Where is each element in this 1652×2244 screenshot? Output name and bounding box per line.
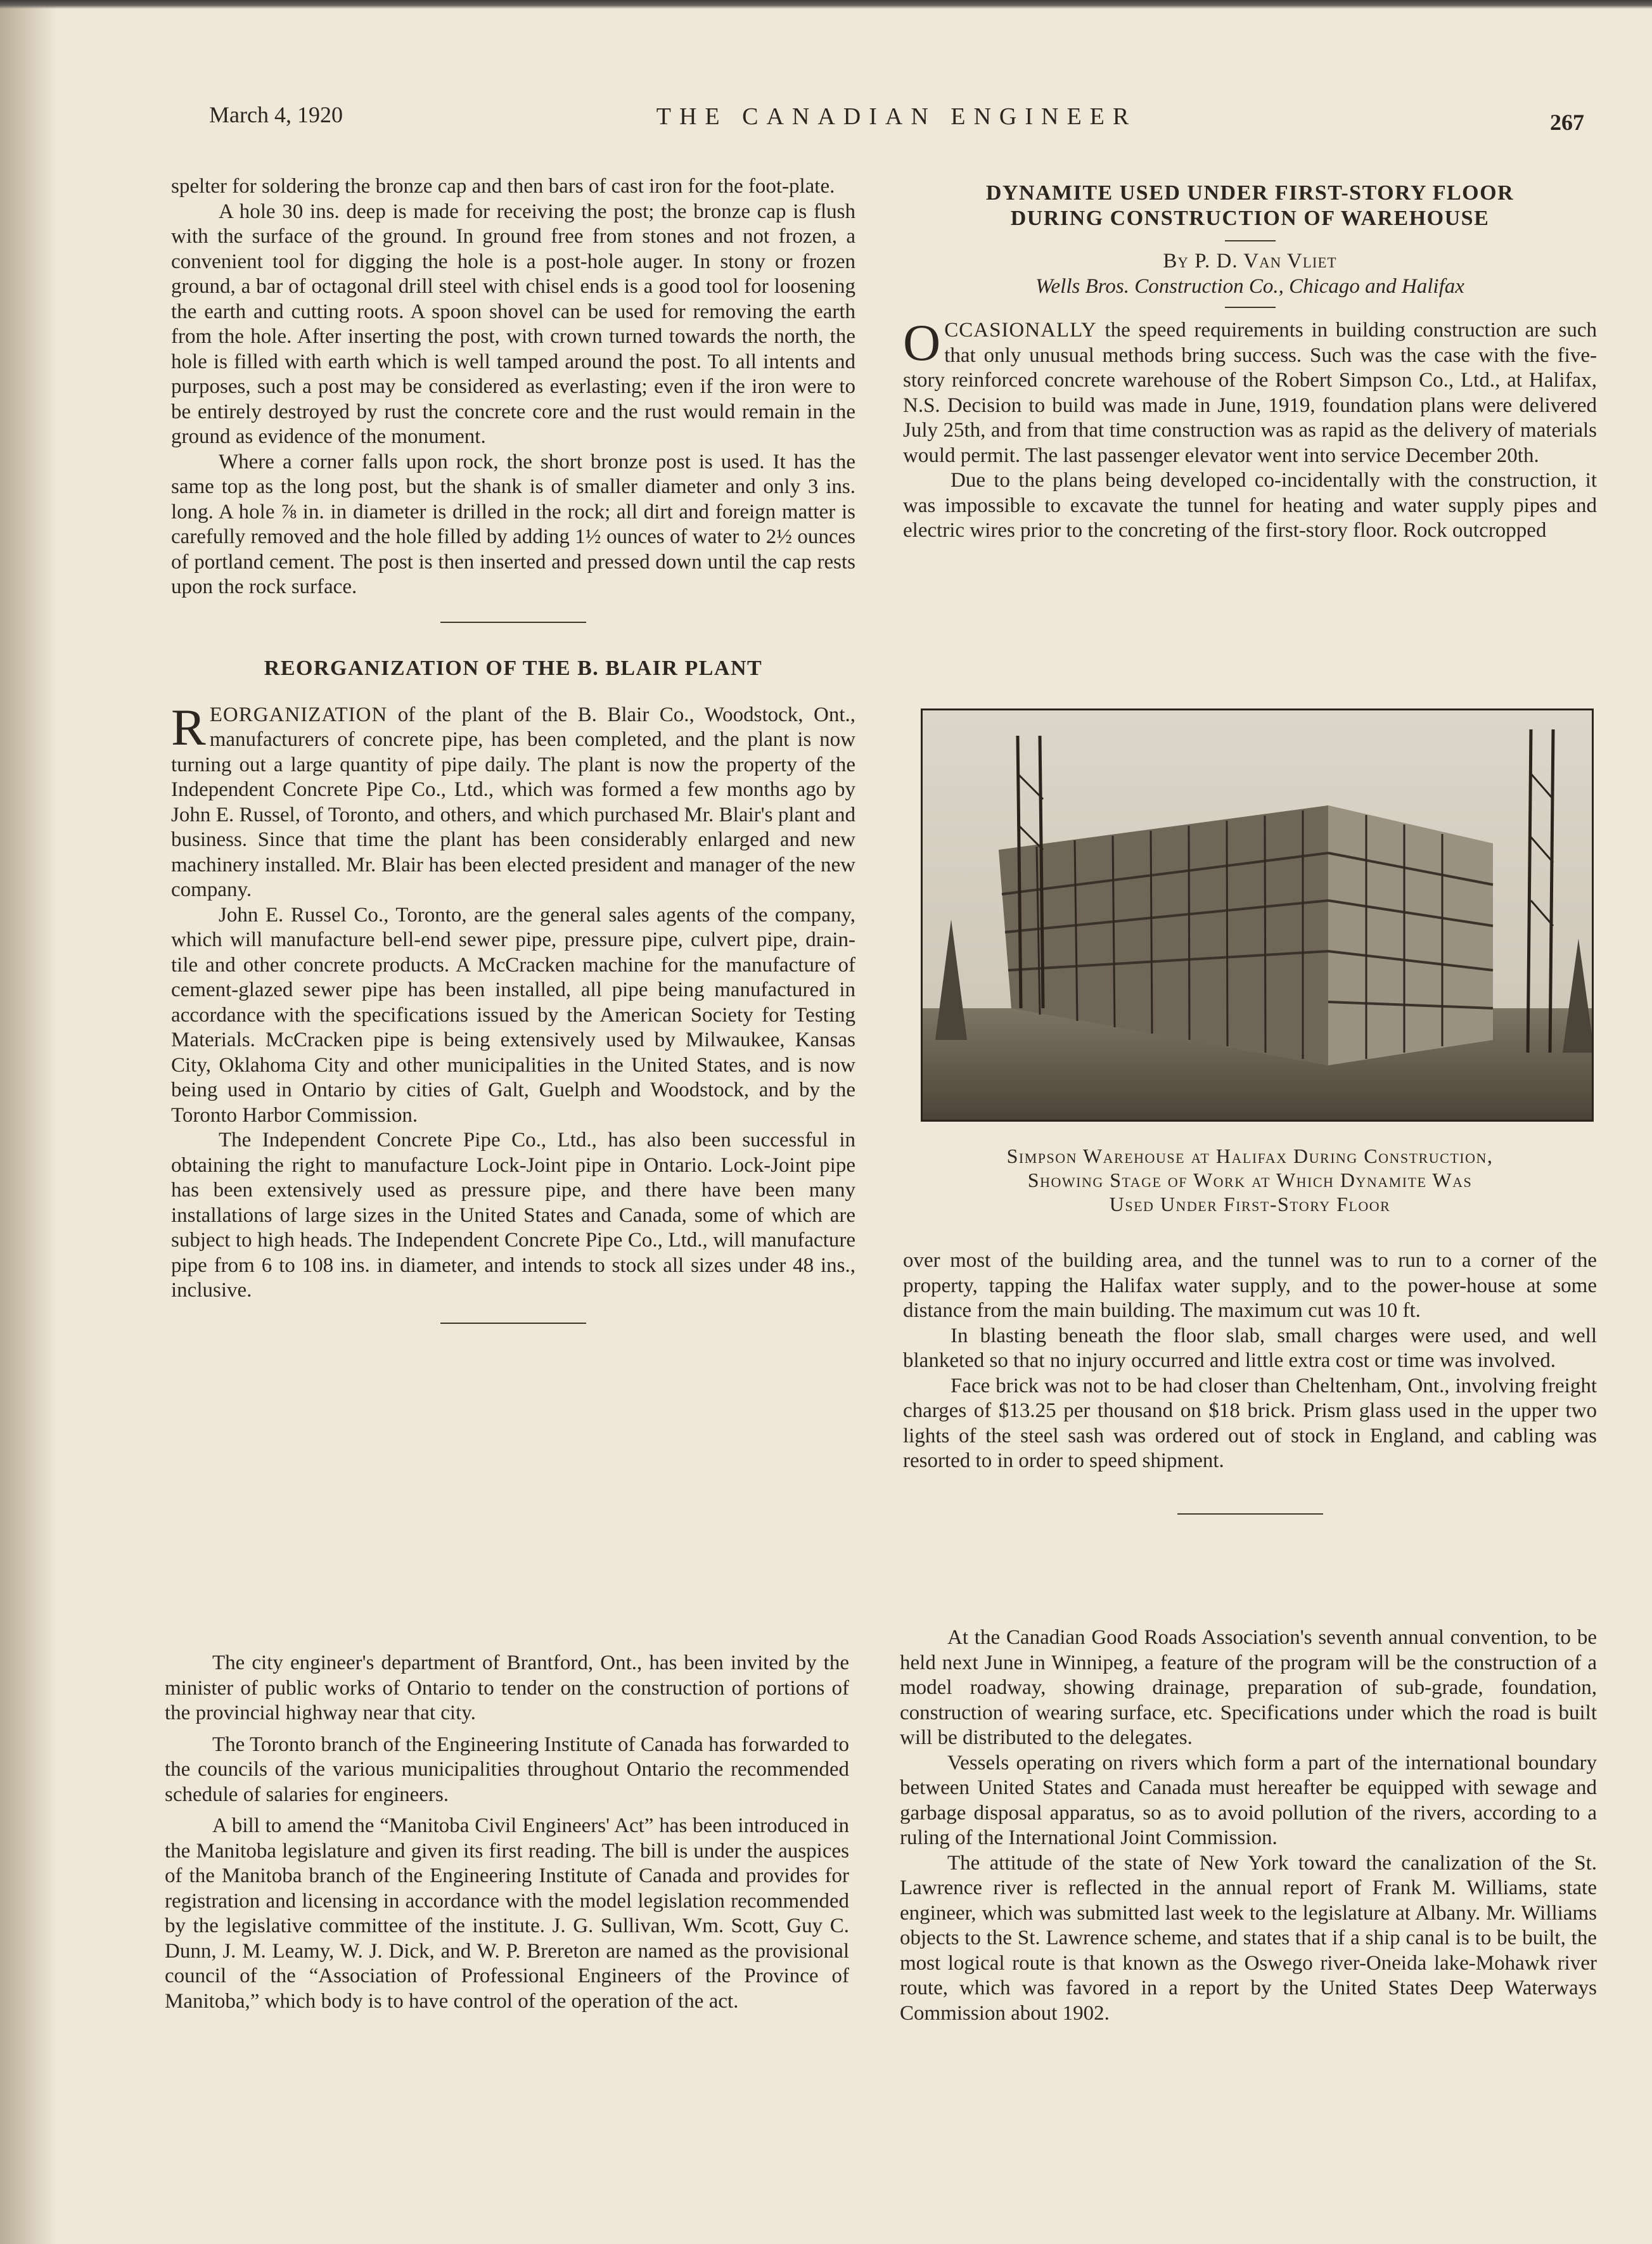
paragraph-text: of the plant of the B. Blair Co., Woodstock, Ont., manufacturers of concrete pipe, has been completed, and the plant is now turning out a large quantity of pipe daily. The plant is now the property of the Independent Concrete Pipe Co., Ltd., which was formed a few months ago by John E. Russel, of Toronto, and others, and which purchased Mr. Blair's plant and business. Since that time the plant has been considerably enlarged and new machinery installed. Mr. Blair has been elected president and manager of the new company. bbox=[171, 703, 855, 901]
photo-illustration bbox=[923, 710, 1594, 1122]
right-column-news bbox=[900, 1625, 1597, 2026]
issue-date: March 4, 1920 bbox=[209, 102, 343, 127]
left-column-news bbox=[165, 1651, 849, 2014]
page-number: 267 bbox=[1550, 110, 1584, 135]
right-column-top bbox=[903, 181, 1597, 544]
lead-word: CCASIONALLY bbox=[944, 319, 1097, 342]
page-header bbox=[209, 101, 1584, 146]
dynamite-paragraph: Due to the plans being developed co-incidentally with the construction, it was impossible to excavate the tunnel for heating and water supply pipes and electric wires prior to the concreting of the first-story floor. Rock outcropped bbox=[903, 469, 1597, 542]
news-paragraph: The city engineer's department of Brantford, Ont., has been invited by the minister of public works of Ontario to tender on the construction of portions of the provincial highway near that city. bbox=[165, 1651, 849, 1724]
continued-paragraph: Where a corner falls upon rock, the short bronze post is used. It has the same top as the long post, but the shank is of smaller diameter and only 3 ins. long. A hole ⅞ in. in diameter is drilled in the rock; all dirt and foreign matter is carefully removed and the hole filled by adding 1½ ounces of water to 2½ ounces of portland cement. The post is then inserted and pressed down until the cap rests upon the rock surface. bbox=[171, 450, 855, 598]
section-divider bbox=[1177, 1513, 1323, 1515]
right-column-continued bbox=[903, 1248, 1597, 1515]
section-divider bbox=[440, 1323, 586, 1324]
blair-article-title: REORGANIZATION OF THE B. BLAIR PLANT bbox=[264, 656, 763, 680]
news-paragraph: The attitude of the state of New York toward the canalization of the St. Lawrence river is reflected in the annual report of Frank M. Williams, state engineer, which was submitted last week to the legislature at Albany. Mr. Williams objects to the St. Lawrence scheme, and states that if a ship canal is to be built, the most logical route is that known as the Oswego river-Oneida lake-Mohawk river route, which was favored in a report by the United States Deep Waterways Commission about 1902. bbox=[900, 1851, 1597, 2025]
drop-cap: R bbox=[171, 698, 206, 756]
lead-word: EORGANIZATION bbox=[209, 703, 388, 726]
page-top-edge bbox=[0, 0, 1652, 9]
section-divider bbox=[440, 622, 586, 623]
paragraph-text: the speed requirements in building construction are such that only unusual methods bring success. Such was the case with the five-story reinforced concrete warehouse of the Robert Simpson Co., Ltd., at Halifax, N.S. Decision to build was made in June, 1919, foundation plans were delivered July 25th, and from that time construction was as rapid as the delivery of materials would permit. The last passenger elevator went into service December 20th. bbox=[903, 319, 1597, 467]
dynamite-title-line1: DYNAMITE USED UNDER FIRST-STORY FLOOR bbox=[985, 181, 1514, 205]
news-paragraph: The Toronto branch of the Engineering Institute of Canada has forwarded to the councils of the various municipalities throughout Ontario the recommended schedule of salaries for engineers. bbox=[165, 1733, 849, 1806]
news-paragraph: A bill to amend the “Manitoba Civil Engineers' Act” has been introduced in the Manitoba legislature and given its first reading. The bill is under the auspices of the Manitoba branch of the Engineering Institute of Canada and provides for registration and licensing in accordance with the model legislation recommended by the legislative committee of the institute. J. G. Sullivan, Wm. Scott, Guy C. Dunn, J. M. Leamy, W. J. Dick, and W. P. Brereton are named as the provisional council of the “Association of Professional Engineers of the Province of Manitoba,” which body is to have control of the operation of the act. bbox=[165, 1814, 849, 2013]
caption-line: Simpson Warehouse at Halifax During Construction, bbox=[1006, 1144, 1494, 1167]
photo-caption bbox=[903, 1144, 1597, 1216]
dynamite-paragraph: Face brick was not to be had closer than Cheltenham, Ont., involving freight charges of $13.25 per thousand on $18 brick. Prism glass used in the upper two lights of the steel sash was ordered out of stock in England, and cabling was resorted to in order to speed shipment. bbox=[903, 1374, 1597, 1472]
caption-line: Showing Stage of Work at Which Dynamite Was bbox=[1027, 1169, 1473, 1191]
dynamite-paragraph: over most of the building area, and the tunnel was to run to a corner of the property, tapping the Halifax water supply, and to the power-house at some distance from the main building. The maximum cut was 10 ft. bbox=[903, 1249, 1597, 1322]
warehouse-construction-photo bbox=[921, 708, 1594, 1122]
journal-title: THE CANADIAN ENGINEER bbox=[656, 103, 1137, 130]
title-divider bbox=[1225, 240, 1276, 241]
dynamite-title-line2: DURING CONSTRUCTION OF WAREHOUSE bbox=[1010, 207, 1490, 230]
news-paragraph: Vessels operating on rivers which form a part of the international boundary between United States and Canada must hereafter be equipped with sewage and garbage disposal apparatus, so as to avoid pollution of the rivers, according to a ruling of the International Joint Commission. bbox=[900, 1751, 1597, 1849]
dynamite-paragraph: In blasting beneath the floor slab, small charges were used, and well blanketed so that no injury occurred and little extra cost or time was involved. bbox=[903, 1324, 1597, 1372]
left-column-top bbox=[171, 174, 855, 1324]
news-paragraph: At the Canadian Good Roads Association's seventh annual convention, to be held next June in Winnipeg, a feature of the program will be the construction of a model roadway, showing drainage, preparation of sub-grade, foundation, construction of wearing surface, etc. Specifications under which the road is built will be distributed to the delegates. bbox=[900, 1626, 1597, 1749]
byline-divider bbox=[1225, 307, 1276, 308]
caption-line: Used Under First-Story Floor bbox=[1109, 1193, 1391, 1215]
byline: By P. D. Van Vliet bbox=[1163, 250, 1337, 272]
blair-paragraph: The Independent Concrete Pipe Co., Ltd., has also been successful in obtaining the right to manufacture Lock-Joint pipe in Ontario. Lock-Joint pipe has been extensively used as pressure pipe, and there have been many installations of large sizes in the United States and Canada, some of which are subject to high heads. The Independent Concrete Pipe Co., Ltd., will manufacture pipe from 6 to 108 ins. in diameter, and intends to stock all sizes under 48 ins., inclusive. bbox=[171, 1129, 855, 1302]
drop-cap: O bbox=[903, 314, 941, 371]
page-binding-shadow bbox=[0, 0, 57, 2244]
blair-first-paragraph bbox=[171, 698, 855, 903]
continued-paragraph: A hole 30 ins. deep is made for receiving the post; the bronze cap is flush with the surface of the ground. In ground free from stones and not frozen, a convenient tool for digging the hole is a post-hole auger. In stony or frozen ground, a bar of octagonal drill steel with chisel ends is a good tool for loosening the earth and cutting roots. A spoon shovel can be used for removing the earth from the hole. After inserting the post, with crown turned towards the north, the hole is filled with earth which is well tamped around the post. To all intents and purposes, such a post may be considered as everlasting; even if the iron were to be entirely destroyed by rust the concrete core and the rust would remain in the ground as evidence of the monument. bbox=[171, 200, 855, 448]
continued-paragraph: spelter for soldering the bronze cap and then bars of cast iron for the foot-plate. bbox=[171, 175, 835, 198]
blair-paragraph: John E. Russel Co., Toronto, are the general sales agents of the company, which will manufacture bell-end sewer pipe, pressure pipe, culvert pipe, drain-tile and other concrete products. A McCracken machine for the manufacture of cement-glazed sewer pipe has been installed, all pipe being manufactured in accordance with the specifications issued by the American Society for Testing Materials. McCracken pipe is being extensively used by Milwaukee, Kansas City, Oklahoma City and other municipalities in the United States, and is now being used in Ontario by cities of Galt, Guelph and Woodstock, and by the Toronto Harbor Commission. bbox=[171, 903, 855, 1127]
affiliation: Wells Bros. Construction Co., Chicago and Halifax bbox=[1035, 274, 1464, 298]
dynamite-first-paragraph bbox=[903, 314, 1597, 468]
